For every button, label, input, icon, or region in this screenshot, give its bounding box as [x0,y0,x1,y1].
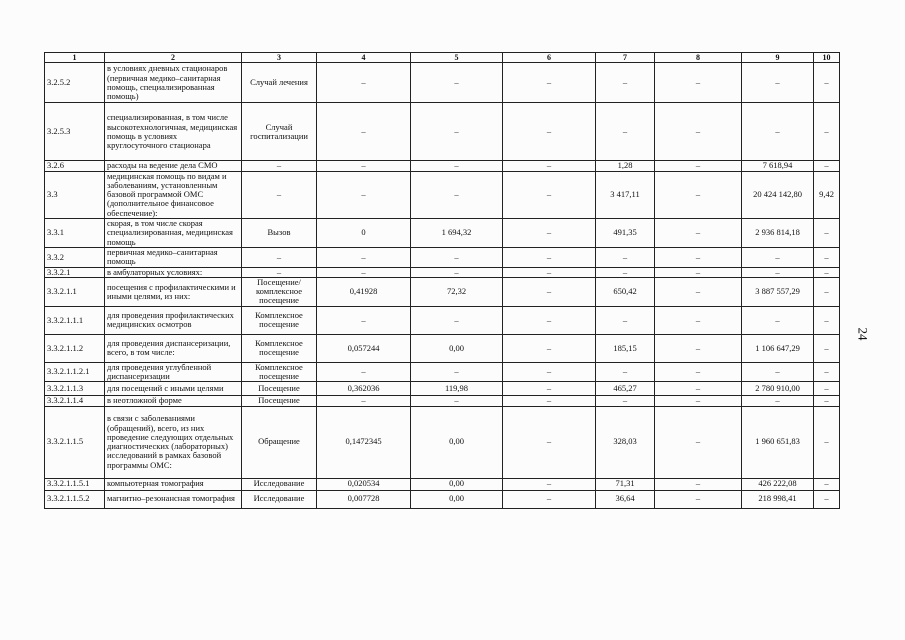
cell-col5: – [411,306,503,334]
cell-col5: 0,00 [411,334,503,362]
cell-col9: 20 424 142,80 [742,171,814,218]
row-name: компьютерная томография [105,478,242,490]
header-cell: 6 [503,53,596,63]
table-row [45,362,840,382]
cell-col4: 0,007728 [317,490,411,508]
row-code: 3.3.2.1.1.2 [45,334,105,362]
cell-col7: 491,35 [596,219,655,248]
cell-col4: – [317,247,411,267]
row-code: 3.3.2.1.1.5 [45,406,105,478]
row-name: в связи с заболеваниями (обращений), всего, из них проведение следующих отдельных диагностических (лабораторных) исследований в рамках базовой программы ОМС: [105,406,242,478]
cell-col5: 119,98 [411,382,503,396]
row-unit: Комплексное посещение [242,362,317,382]
cell-col8: – [655,334,742,362]
row-name: первичная медико–санитарная помощь [105,247,242,267]
cell-col6: – [503,362,596,382]
cell-col4: 0,057244 [317,334,411,362]
cell-col8: – [655,161,742,171]
cell-col6: – [503,267,596,277]
cell-col6: – [503,396,596,406]
row-name: расходы на ведение дела СМО [105,161,242,171]
row-code: 3.3.2.1 [45,267,105,277]
cell-col7: – [596,396,655,406]
cell-col9: – [742,362,814,382]
table-header [45,53,840,63]
row-code: 3.3.2 [45,247,105,267]
row-name: в неотложной форме [105,396,242,406]
table-row [45,277,840,306]
header-cell: 5 [411,53,503,63]
page-number: 24 [855,327,871,341]
table-body [45,63,840,508]
cell-col5: 0,00 [411,406,503,478]
cell-col10: – [814,267,840,277]
row-unit: Комплексное посещение [242,306,317,334]
row-unit: – [242,247,317,267]
row-unit: Случай лечения [242,63,317,103]
cell-col6: – [503,478,596,490]
table-row [45,478,840,490]
cell-col4: – [317,103,411,161]
cell-col9: – [742,306,814,334]
table-row [45,171,840,218]
cell-col6: – [503,247,596,267]
row-unit: – [242,161,317,171]
cell-col9: – [742,267,814,277]
cell-col7: 328,03 [596,406,655,478]
cell-col4: – [317,362,411,382]
row-name: скорая, в том числе скорая специализированная, медицинская помощь [105,219,242,248]
cell-col9: 218 998,41 [742,490,814,508]
header-cell: 3 [242,53,317,63]
row-name: магнитно–резонансная томография [105,490,242,508]
cell-col6: – [503,161,596,171]
row-code: 3.3.2.1.1.2.1 [45,362,105,382]
row-unit: – [242,171,317,218]
cell-col10: – [814,396,840,406]
cell-col4: – [317,267,411,277]
cell-col8: – [655,362,742,382]
cell-col5: 72,32 [411,277,503,306]
cell-col8: – [655,219,742,248]
cell-col8: – [655,406,742,478]
header-cell: 4 [317,53,411,63]
cell-col4: – [317,63,411,103]
cell-col10: – [814,382,840,396]
cell-col9: 7 618,94 [742,161,814,171]
row-name: для проведения диспансеризации, всего, в том числе: [105,334,242,362]
row-unit: Исследование [242,490,317,508]
header-cell: 9 [742,53,814,63]
row-unit: Комплексное посещение [242,334,317,362]
cell-col7: – [596,103,655,161]
table-row [45,103,840,161]
row-name: для посещений с иными целями [105,382,242,396]
cell-col8: – [655,277,742,306]
cell-col6: – [503,103,596,161]
header-cell: 2 [105,53,242,63]
row-name: посещения с профилактическими и иными целями, из них: [105,277,242,306]
row-name: в амбулаторных условиях: [105,267,242,277]
cell-col9: 3 887 557,29 [742,277,814,306]
cell-col4: – [317,171,411,218]
cell-col10: – [814,362,840,382]
row-name: для проведения углубленной диспансеризации [105,362,242,382]
cell-col10: – [814,103,840,161]
table-row [45,406,840,478]
row-code: 3.3.2.1.1 [45,277,105,306]
table-row [45,161,840,171]
cell-col5: – [411,362,503,382]
cell-col4: 0,020534 [317,478,411,490]
cell-col8: – [655,171,742,218]
row-code: 3.2.5.2 [45,63,105,103]
cell-col10: – [814,478,840,490]
row-name: для проведения профилактических медицинских осмотров [105,306,242,334]
tariff-table [44,52,840,509]
cell-col5: 0,00 [411,490,503,508]
cell-col5: – [411,63,503,103]
cell-col6: – [503,306,596,334]
cell-col7: 185,15 [596,334,655,362]
cell-col4: 0,362036 [317,382,411,396]
cell-col6: – [503,219,596,248]
cell-col6: – [503,382,596,396]
table-row [45,490,840,508]
cell-col10: – [814,306,840,334]
cell-col10: – [814,406,840,478]
table-row [45,382,840,396]
table-row [45,334,840,362]
row-unit: Посещение [242,396,317,406]
cell-col8: – [655,267,742,277]
cell-col10: – [814,490,840,508]
header-cell: 1 [45,53,105,63]
cell-col10: – [814,63,840,103]
cell-col9: – [742,63,814,103]
cell-col8: – [655,382,742,396]
cell-col9: 1 106 647,29 [742,334,814,362]
cell-col9: 2 936 814,18 [742,219,814,248]
cell-col5: – [411,396,503,406]
cell-col4: 0,41928 [317,277,411,306]
row-code: 3.2.5.3 [45,103,105,161]
row-unit: Случай госпитализации [242,103,317,161]
row-name: в условиях дневных стационаров (первичная медико–санитарная помощь, специализированная помощь) [105,63,242,103]
cell-col6: – [503,490,596,508]
cell-col8: – [655,63,742,103]
cell-col7: – [596,267,655,277]
row-code: 3.3.2.1.1.5.1 [45,478,105,490]
cell-col7: 36,64 [596,490,655,508]
cell-col5: 1 694,32 [411,219,503,248]
cell-col4: 0 [317,219,411,248]
cell-col8: – [655,490,742,508]
cell-col4: – [317,161,411,171]
cell-col9: – [742,396,814,406]
cell-col7: – [596,362,655,382]
cell-col7: 3 417,11 [596,171,655,218]
cell-col9: – [742,247,814,267]
row-name: медицинская помощь по видам и заболеваниям, установленным базовой программой ОМС (дополнительное финансовое обеспечение): [105,171,242,218]
row-unit: – [242,267,317,277]
table-row [45,267,840,277]
cell-col10: – [814,334,840,362]
header-cell: 10 [814,53,840,63]
table-row [45,247,840,267]
cell-col10: – [814,277,840,306]
cell-col9: – [742,103,814,161]
row-unit: Обращение [242,406,317,478]
header-cell: 8 [655,53,742,63]
cell-col6: – [503,334,596,362]
cell-col5: – [411,247,503,267]
row-name: специализированная, в том числе высокотехнологичная, медицинская помощь в условиях круглосуточного стационара [105,103,242,161]
row-unit: Посещение [242,382,317,396]
cell-col10: – [814,247,840,267]
row-code: 3.2.6 [45,161,105,171]
row-code: 3.3.2.1.1.1 [45,306,105,334]
cell-col10: – [814,161,840,171]
row-code: 3.3.1 [45,219,105,248]
row-unit: Исследование [242,478,317,490]
cell-col6: – [503,406,596,478]
cell-col8: – [655,396,742,406]
row-code: 3.3.2.1.1.3 [45,382,105,396]
table-row [45,306,840,334]
cell-col6: – [503,63,596,103]
cell-col6: – [503,277,596,306]
cell-col10: 9,42 [814,171,840,218]
cell-col8: – [655,103,742,161]
cell-col7: 650,42 [596,277,655,306]
cell-col7: 465,27 [596,382,655,396]
cell-col4: – [317,396,411,406]
table-row [45,63,840,103]
cell-col7: 1,28 [596,161,655,171]
cell-col6: – [503,171,596,218]
cell-col5: 0,00 [411,478,503,490]
table-row [45,396,840,406]
row-unit: Посещение/ комплексное посещение [242,277,317,306]
cell-col5: – [411,267,503,277]
row-unit: Вызов [242,219,317,248]
cell-col8: – [655,306,742,334]
header-cell: 7 [596,53,655,63]
cell-col10: – [814,219,840,248]
cell-col9: 1 960 651,83 [742,406,814,478]
cell-col7: – [596,247,655,267]
cell-col9: 426 222,08 [742,478,814,490]
cell-col9: 2 780 910,00 [742,382,814,396]
row-code: 3.3.2.1.1.5.2 [45,490,105,508]
cell-col7: – [596,306,655,334]
cell-col4: 0,1472345 [317,406,411,478]
cell-col8: – [655,247,742,267]
cell-col5: – [411,171,503,218]
row-code: 3.3 [45,171,105,218]
cell-col5: – [411,103,503,161]
cell-col7: – [596,63,655,103]
cell-col4: – [317,306,411,334]
row-code: 3.3.2.1.1.4 [45,396,105,406]
cell-col7: 71,31 [596,478,655,490]
cell-col8: – [655,478,742,490]
cell-col5: – [411,161,503,171]
table-row [45,219,840,248]
